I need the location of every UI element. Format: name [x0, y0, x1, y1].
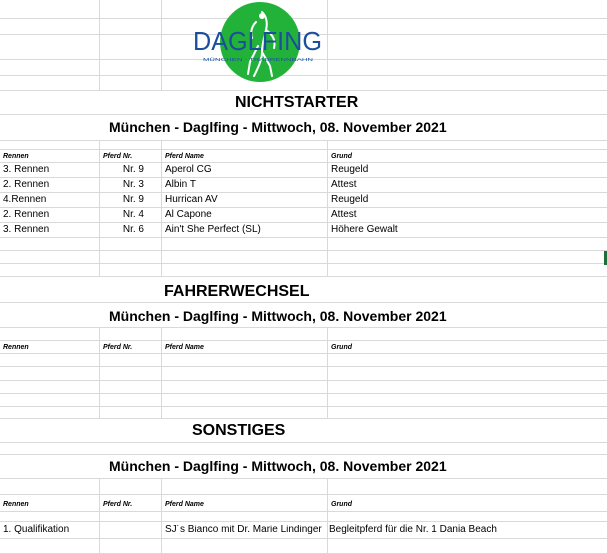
section-title-fahrerwechsel: FAHRERWECHSEL: [164, 283, 310, 300]
logo-word: DAGLFING: [193, 26, 322, 56]
header-rennen[interactable]: Rennen: [3, 153, 29, 160]
header-grund[interactable]: Grund: [331, 344, 352, 351]
cell-rennen[interactable]: 1. Qualifikation: [3, 524, 70, 535]
cell-pferd-name[interactable]: Al Capone: [165, 209, 212, 220]
cell-rennen[interactable]: 2. Rennen: [3, 179, 50, 190]
section-subtitle-nichtstarter: München - Daglfing - Mittwoch, 08. November 2021: [109, 119, 447, 135]
cell-pferd-nr[interactable]: Nr. 4: [122, 209, 144, 220]
header-rennen[interactable]: Rennen: [3, 344, 29, 351]
header-pferd-nr[interactable]: Pferd Nr.: [103, 501, 133, 508]
logo-tagline: MÜNCHEN · TRABRENNBAHN: [203, 57, 268, 62]
cell-grund[interactable]: Attest: [331, 209, 357, 220]
section-subtitle-fahrerwechsel: München - Daglfing - Mittwoch, 08. November 2021: [109, 308, 447, 324]
cell-pferd-nr[interactable]: Nr. 9: [122, 194, 144, 205]
cell-grund[interactable]: Höhere Gewalt: [331, 224, 398, 235]
header-pferd-name[interactable]: Pferd Name: [165, 501, 204, 508]
header-grund[interactable]: Grund: [331, 153, 352, 160]
cell-pferd-nr[interactable]: Nr. 9: [122, 164, 144, 175]
cell-pferd-name[interactable]: Aperol CG: [165, 164, 212, 175]
section-subtitle-sonstiges: München - Daglfing - Mittwoch, 08. November 2021: [109, 458, 447, 474]
header-pferd-name[interactable]: Pferd Name: [165, 153, 204, 160]
cell-rennen[interactable]: 3. Rennen: [3, 164, 50, 175]
cell-rennen[interactable]: 3. Rennen: [3, 224, 50, 235]
header-rennen[interactable]: Rennen: [3, 501, 29, 508]
header-grund[interactable]: Grund: [331, 501, 352, 508]
cell-pferd-name[interactable]: Ain't She Perfect (SL): [165, 224, 261, 235]
cell-pferd-nr[interactable]: Nr. 6: [122, 224, 144, 235]
header-pferd-nr[interactable]: Pferd Nr.: [103, 344, 133, 351]
header-pferd-name[interactable]: Pferd Name: [165, 344, 204, 351]
header-pferd-nr[interactable]: Pferd Nr.: [103, 153, 133, 160]
cell-grund[interactable]: Reugeld: [331, 164, 369, 175]
cell-grund[interactable]: Attest: [331, 179, 357, 190]
cell-grund[interactable]: Begleitpferd für die Nr. 1 Dania Beach: [329, 524, 497, 535]
cell-grund[interactable]: Reugeld: [331, 194, 369, 205]
cell-rennen[interactable]: 4.Rennen: [3, 194, 47, 205]
section-title-nichtstarter: NICHTSTARTER: [235, 94, 359, 111]
section-title-sonstiges: SONSTIGES: [192, 422, 286, 439]
daglfing-logo: [0, 0, 607, 90]
cell-pferd-nr[interactable]: Nr. 3: [122, 179, 144, 190]
cell-pferd-name[interactable]: Hurrican AV: [165, 194, 218, 205]
cell-pferd-name[interactable]: SJ´s Bianco mit Dr. Marie Lindinger: [165, 525, 322, 535]
cell-pferd-name[interactable]: Albin T: [165, 179, 196, 190]
cell-rennen[interactable]: 2. Rennen: [3, 209, 50, 220]
